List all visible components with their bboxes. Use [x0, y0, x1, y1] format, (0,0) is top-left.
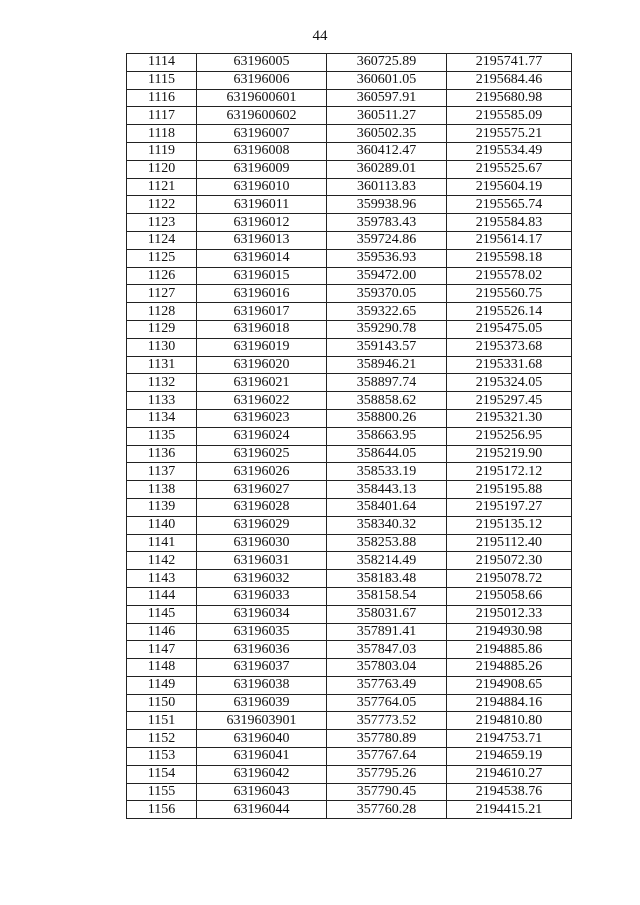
point-id-cell: 63196022: [197, 392, 327, 410]
x-coordinate-cell: 357780.89: [327, 730, 447, 748]
table-row: [127, 303, 572, 321]
x-coordinate-cell: 357847.03: [327, 641, 447, 659]
x-coordinate-cell: 360601.05: [327, 71, 447, 89]
point-id-cell: 63196030: [197, 534, 327, 552]
y-coordinate-cell: 2195321.30: [447, 409, 572, 427]
point-id-cell: 63196010: [197, 178, 327, 196]
x-coordinate-cell: 358663.95: [327, 427, 447, 445]
x-coordinate-cell: 358800.26: [327, 409, 447, 427]
x-coordinate-cell: 360597.91: [327, 89, 447, 107]
row-number-cell: 1147: [127, 641, 197, 659]
x-coordinate-cell: 357760.28: [327, 801, 447, 819]
y-coordinate-cell: 2195585.09: [447, 107, 572, 125]
table-row: [127, 712, 572, 730]
row-number-cell: 1115: [127, 71, 197, 89]
row-number-cell: 1121: [127, 178, 197, 196]
point-id-cell: 63196038: [197, 676, 327, 694]
table-row: [127, 570, 572, 588]
point-id-cell: 63196018: [197, 320, 327, 338]
table-row: [127, 641, 572, 659]
point-id-cell: 63196026: [197, 463, 327, 481]
row-number-cell: 1124: [127, 231, 197, 249]
table-row: [127, 587, 572, 605]
x-coordinate-cell: 358253.88: [327, 534, 447, 552]
point-id-cell: 63196034: [197, 605, 327, 623]
point-id-cell: 63196029: [197, 516, 327, 534]
row-number-cell: 1150: [127, 694, 197, 712]
table-row: [127, 231, 572, 249]
y-coordinate-cell: 2194610.27: [447, 765, 572, 783]
table-row: [127, 427, 572, 445]
point-id-cell: 63196028: [197, 498, 327, 516]
row-number-cell: 1117: [127, 107, 197, 125]
y-coordinate-cell: 2194930.98: [447, 623, 572, 641]
y-coordinate-cell: 2195614.17: [447, 231, 572, 249]
table-row: [127, 196, 572, 214]
x-coordinate-cell: 360289.01: [327, 160, 447, 178]
x-coordinate-cell: 357795.26: [327, 765, 447, 783]
point-id-cell: 63196012: [197, 214, 327, 232]
x-coordinate-cell: 358533.19: [327, 463, 447, 481]
row-number-cell: 1130: [127, 338, 197, 356]
point-id-cell: 63196033: [197, 587, 327, 605]
y-coordinate-cell: 2195604.19: [447, 178, 572, 196]
table-row: [127, 605, 572, 623]
y-coordinate-cell: 2195112.40: [447, 534, 572, 552]
y-coordinate-cell: 2195331.68: [447, 356, 572, 374]
table-row: [127, 676, 572, 694]
y-coordinate-cell: 2195680.98: [447, 89, 572, 107]
table-row: [127, 694, 572, 712]
x-coordinate-cell: 359724.86: [327, 231, 447, 249]
x-coordinate-cell: 358897.74: [327, 374, 447, 392]
table-row: [127, 730, 572, 748]
y-coordinate-cell: 2195012.33: [447, 605, 572, 623]
row-number-cell: 1152: [127, 730, 197, 748]
y-coordinate-cell: 2195584.83: [447, 214, 572, 232]
point-id-cell: 63196032: [197, 570, 327, 588]
x-coordinate-cell: 360412.47: [327, 142, 447, 160]
table-row: [127, 481, 572, 499]
point-id-cell: 63196017: [197, 303, 327, 321]
point-id-cell: 63196007: [197, 125, 327, 143]
table-row: [127, 71, 572, 89]
table-row: [127, 178, 572, 196]
point-id-cell: 63196015: [197, 267, 327, 285]
table-row: [127, 249, 572, 267]
table-row: [127, 160, 572, 178]
row-number-cell: 1123: [127, 214, 197, 232]
x-coordinate-cell: 359536.93: [327, 249, 447, 267]
row-number-cell: 1126: [127, 267, 197, 285]
y-coordinate-cell: 2195297.45: [447, 392, 572, 410]
point-id-cell: 63196036: [197, 641, 327, 659]
table-row: [127, 801, 572, 819]
point-id-cell: 63196011: [197, 196, 327, 214]
row-number-cell: 1136: [127, 445, 197, 463]
table-row: [127, 267, 572, 285]
y-coordinate-cell: 2194659.19: [447, 748, 572, 766]
table-row: [127, 748, 572, 766]
y-coordinate-cell: 2194908.65: [447, 676, 572, 694]
y-coordinate-cell: 2195324.05: [447, 374, 572, 392]
y-coordinate-cell: 2195598.18: [447, 249, 572, 267]
y-coordinate-cell: 2194415.21: [447, 801, 572, 819]
table-row: [127, 89, 572, 107]
table-row: [127, 392, 572, 410]
row-number-cell: 1142: [127, 552, 197, 570]
point-id-cell: 6319603901: [197, 712, 327, 730]
y-coordinate-cell: 2195565.74: [447, 196, 572, 214]
table-row: [127, 374, 572, 392]
row-number-cell: 1141: [127, 534, 197, 552]
x-coordinate-cell: 358340.32: [327, 516, 447, 534]
row-number-cell: 1148: [127, 659, 197, 677]
x-coordinate-cell: 359370.05: [327, 285, 447, 303]
x-coordinate-cell: 357790.45: [327, 783, 447, 801]
row-number-cell: 1149: [127, 676, 197, 694]
x-coordinate-cell: 358401.64: [327, 498, 447, 516]
x-coordinate-cell: 358644.05: [327, 445, 447, 463]
row-number-cell: 1129: [127, 320, 197, 338]
point-id-cell: 63196031: [197, 552, 327, 570]
row-number-cell: 1127: [127, 285, 197, 303]
y-coordinate-cell: 2195172.12: [447, 463, 572, 481]
x-coordinate-cell: 358214.49: [327, 552, 447, 570]
row-number-cell: 1133: [127, 392, 197, 410]
table-row: [127, 356, 572, 374]
row-number-cell: 1122: [127, 196, 197, 214]
row-number-cell: 1131: [127, 356, 197, 374]
row-number-cell: 1154: [127, 765, 197, 783]
point-id-cell: 63196025: [197, 445, 327, 463]
table-row: [127, 516, 572, 534]
point-id-cell: 63196006: [197, 71, 327, 89]
y-coordinate-cell: 2195575.21: [447, 125, 572, 143]
row-number-cell: 1143: [127, 570, 197, 588]
table-row: [127, 534, 572, 552]
row-number-cell: 1134: [127, 409, 197, 427]
row-number-cell: 1135: [127, 427, 197, 445]
y-coordinate-cell: 2194538.76: [447, 783, 572, 801]
y-coordinate-cell: 2195373.68: [447, 338, 572, 356]
point-id-cell: 63196008: [197, 142, 327, 160]
x-coordinate-cell: 359322.65: [327, 303, 447, 321]
x-coordinate-cell: 357767.64: [327, 748, 447, 766]
table-row: [127, 498, 572, 516]
row-number-cell: 1156: [127, 801, 197, 819]
row-number-cell: 1155: [127, 783, 197, 801]
x-coordinate-cell: 358031.67: [327, 605, 447, 623]
row-number-cell: 1144: [127, 587, 197, 605]
row-number-cell: 1120: [127, 160, 197, 178]
table-row: [127, 214, 572, 232]
point-id-cell: 63196040: [197, 730, 327, 748]
x-coordinate-cell: 358946.21: [327, 356, 447, 374]
x-coordinate-cell: 360511.27: [327, 107, 447, 125]
point-id-cell: 63196013: [197, 231, 327, 249]
x-coordinate-cell: 358183.48: [327, 570, 447, 588]
table-body: [127, 54, 572, 819]
table-row: [127, 54, 572, 72]
table-row: [127, 409, 572, 427]
x-coordinate-cell: 359472.00: [327, 267, 447, 285]
table-row: [127, 125, 572, 143]
point-id-cell: 6319600602: [197, 107, 327, 125]
row-number-cell: 1119: [127, 142, 197, 160]
x-coordinate-cell: 360113.83: [327, 178, 447, 196]
y-coordinate-cell: 2194810.80: [447, 712, 572, 730]
point-id-cell: 63196043: [197, 783, 327, 801]
point-id-cell: 63196016: [197, 285, 327, 303]
y-coordinate-cell: 2195526.14: [447, 303, 572, 321]
table-row: [127, 285, 572, 303]
point-id-cell: 63196044: [197, 801, 327, 819]
row-number-cell: 1145: [127, 605, 197, 623]
x-coordinate-cell: 357803.04: [327, 659, 447, 677]
point-id-cell: 63196041: [197, 748, 327, 766]
x-coordinate-cell: 359783.43: [327, 214, 447, 232]
x-coordinate-cell: 358858.62: [327, 392, 447, 410]
y-coordinate-cell: 2195078.72: [447, 570, 572, 588]
table-row: [127, 552, 572, 570]
point-id-cell: 6319600601: [197, 89, 327, 107]
row-number-cell: 1125: [127, 249, 197, 267]
point-id-cell: 63196021: [197, 374, 327, 392]
x-coordinate-cell: 360502.35: [327, 125, 447, 143]
y-coordinate-cell: 2195135.12: [447, 516, 572, 534]
coordinates-table: [126, 53, 572, 819]
point-id-cell: 63196014: [197, 249, 327, 267]
row-number-cell: 1138: [127, 481, 197, 499]
y-coordinate-cell: 2194885.86: [447, 641, 572, 659]
point-id-cell: 63196019: [197, 338, 327, 356]
row-number-cell: 1128: [127, 303, 197, 321]
row-number-cell: 1118: [127, 125, 197, 143]
y-coordinate-cell: 2195197.27: [447, 498, 572, 516]
y-coordinate-cell: 2195534.49: [447, 142, 572, 160]
table-row: [127, 445, 572, 463]
point-id-cell: 63196024: [197, 427, 327, 445]
y-coordinate-cell: 2195219.90: [447, 445, 572, 463]
table-row: [127, 320, 572, 338]
y-coordinate-cell: 2195578.02: [447, 267, 572, 285]
table-row: [127, 783, 572, 801]
point-id-cell: 63196005: [197, 54, 327, 72]
point-id-cell: 63196039: [197, 694, 327, 712]
row-number-cell: 1114: [127, 54, 197, 72]
point-id-cell: 63196027: [197, 481, 327, 499]
table-row: [127, 659, 572, 677]
point-id-cell: 63196023: [197, 409, 327, 427]
page-number: 44: [312, 28, 328, 44]
row-number-cell: 1140: [127, 516, 197, 534]
table-row: [127, 142, 572, 160]
table-row: [127, 463, 572, 481]
row-number-cell: 1116: [127, 89, 197, 107]
row-number-cell: 1151: [127, 712, 197, 730]
x-coordinate-cell: 360725.89: [327, 54, 447, 72]
y-coordinate-cell: 2195525.67: [447, 160, 572, 178]
x-coordinate-cell: 359938.96: [327, 196, 447, 214]
x-coordinate-cell: 357764.05: [327, 694, 447, 712]
row-number-cell: 1132: [127, 374, 197, 392]
row-number-cell: 1137: [127, 463, 197, 481]
y-coordinate-cell: 2195195.88: [447, 481, 572, 499]
table-row: [127, 338, 572, 356]
row-number-cell: 1146: [127, 623, 197, 641]
point-id-cell: 63196035: [197, 623, 327, 641]
x-coordinate-cell: 357763.49: [327, 676, 447, 694]
table-row: [127, 765, 572, 783]
table-row: [127, 623, 572, 641]
y-coordinate-cell: 2195560.75: [447, 285, 572, 303]
point-id-cell: 63196037: [197, 659, 327, 677]
y-coordinate-cell: 2194885.26: [447, 659, 572, 677]
y-coordinate-cell: 2194884.16: [447, 694, 572, 712]
table-row: [127, 107, 572, 125]
x-coordinate-cell: 357773.52: [327, 712, 447, 730]
x-coordinate-cell: 359290.78: [327, 320, 447, 338]
point-id-cell: 63196042: [197, 765, 327, 783]
point-id-cell: 63196020: [197, 356, 327, 374]
x-coordinate-cell: 358443.13: [327, 481, 447, 499]
row-number-cell: 1139: [127, 498, 197, 516]
y-coordinate-cell: 2195684.46: [447, 71, 572, 89]
x-coordinate-cell: 358158.54: [327, 587, 447, 605]
point-id-cell: 63196009: [197, 160, 327, 178]
y-coordinate-cell: 2195256.95: [447, 427, 572, 445]
y-coordinate-cell: 2195058.66: [447, 587, 572, 605]
y-coordinate-cell: 2195475.05: [447, 320, 572, 338]
x-coordinate-cell: 359143.57: [327, 338, 447, 356]
y-coordinate-cell: 2195072.30: [447, 552, 572, 570]
row-number-cell: 1153: [127, 748, 197, 766]
y-coordinate-cell: 2195741.77: [447, 54, 572, 72]
y-coordinate-cell: 2194753.71: [447, 730, 572, 748]
x-coordinate-cell: 357891.41: [327, 623, 447, 641]
